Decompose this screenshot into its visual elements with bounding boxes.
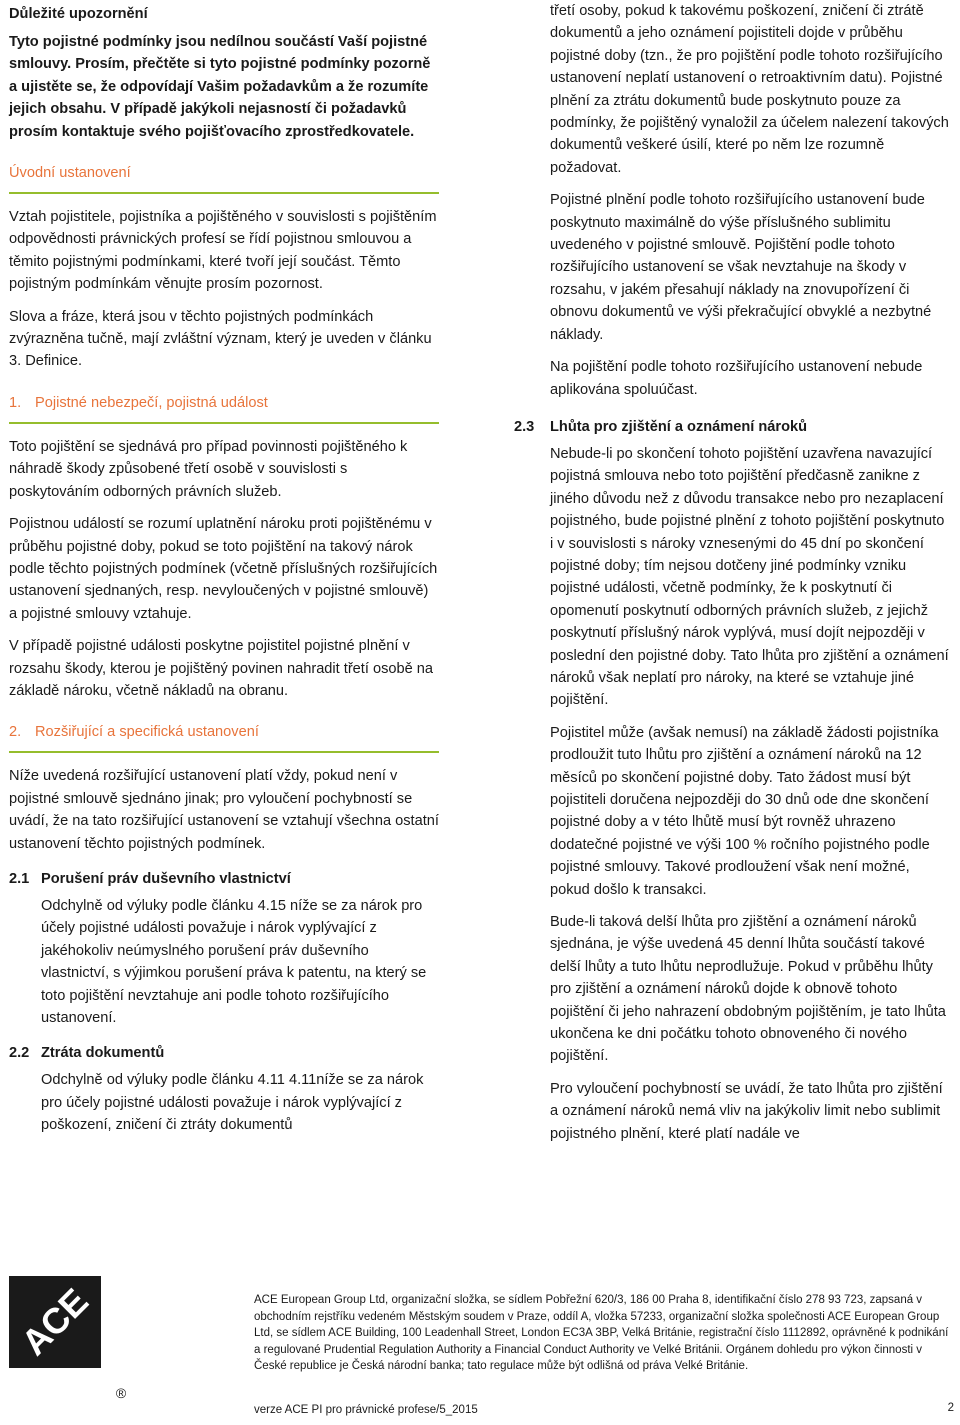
s22-paragraph-2: třetí osoby, pokud k takovému poškození, zničení či ztrátě dokumentů a jeho oznámení pojistiteli dojde v průběhu pojistné doby (tzn., že pro pojištění podle tohoto rozšiřujícího ustanovení neplatí ustanovení o retroaktivním datu). Pojistné plnění za ztrátu dokumentů bude poskytnuto pouze za podmínky, že pojištěný vynaložil za účelem nalezení takových dokumentů veškeré úsilí, které po něm lze rozumně požadovat. [550,3,949,176]
section-heading-intro [9,163,439,194]
section-heading-2 [9,722,439,753]
s1-paragraph-2: Pojistnou událostí se rozumí uplatnění nároku proti pojištěnému v průběhu pojistné doby, pokud se toto pojištění na takový nárok podle těchto pojistných podmínek (včetně příslušných rozšiřujících ustanovení sjednaných, resp. nevyloučených v pojistné smlouvě) a pojistné smlouvy vztahuje. [9,516,438,622]
s22-paragraph-3: Pojistné plnění podle tohoto rozšiřujícího ustanovení bude poskytnuto maximálně do výše příslušného sublimitu uvedeného v pojistné smlouvě. Pojištění podle tohoto rozšiřujícího ustanovení se však nevztahuje na škody v rozsahu, v jakém přesahují náklady na znovupořízení či obnovu dokumentů ve výši překračující obvyklé a nezbytné náklady. [550,192,932,343]
s1-paragraph-1: Toto pojištění se sjednává pro případ povinnosti pojištěného k náhradě škody způsobené třetí osobě v souvislosti s poskytováním odborných právních služeb. [9,438,408,500]
notice-title: Důležité upozornění [9,6,148,22]
subsection-title: Ztráta dokumentů [41,1045,165,1062]
s22-paragraph-4: Na pojištění podle tohoto rozšiřujícího ustanovení nebude aplikována spoluúčast. [550,359,923,398]
page-number: 2 [947,1402,954,1414]
subsection-number: 2.3 [514,418,535,435]
registered-mark: ® [115,1385,127,1401]
s22-paragraph-1: Odchylně od výluky podle článku 4.11 4.11níže se za nárok pro účely pojistné události považuje i nárok vyplývající z poškození, zničení či ztráty dokumentů [41,1072,424,1134]
s21-paragraph-1: Odchylně od výluky podle článku 4.15 níže se za nárok pro účely pojistné události považuje i nárok vyplývající z jakéhokoliv neúmyslného porušení práv duševního vlastnictví, s výjimkou porušení práva k patentu, na který se toto pojištění nevztahuje ani podle tohoto rozšiřujícího ustanovení. [41,897,427,1026]
logo-text: ACE [13,1280,97,1364]
left-column [9,0,439,1137]
intro-paragraph-1: Vztah pojistitele, pojistníka a pojištěného v souvislosti s pojištěním odpovědnosti právnických profesí se řídí pojistnou smlouvou a těmito pojistnými podmínkami, které tvoří její součást. Těmto pojistným podmínkám věnujte prosím pozornost. [9,209,437,293]
footer-company-info: ACE European Group Ltd, organizační složka, se sídlem Pobřežní 620/3, 186 00 Praha 8, identifikační číslo 278 93 723, zapsaná v obchodním rejstříku vedeném Městským soudem v Praze, oddíl A, vložka 57233, organizační složka společnosti ACE European Group Ltd, se sídlem ACE Building, 100 Leadenhall Street, London EC3A 3BP, Velká Británie, registrační číslo 1112892, oprávněné k podnikání a regulované Prudential Regulation Authority a Financial Conduct Authority ve Velké Británii. Orgánem dohledu pro výkon činnosti v České republice je Česká národní banka; tato regulace může být odlišná od práva Velké Británie. [254,1294,949,1372]
intro-paragraph-2: Slova a fráze, která jsou v těchto pojistných podmínkách zvýrazněna tučně, mají zvláštní význam, který je uveden v článku 3. Definice. [9,308,432,370]
footer-version: verze ACE PI pro právnické profese/5_2015 [254,1404,478,1416]
s23-paragraph-2: Pojistitel může (avšak nemusí) na základě žádosti pojistníka prodloužit tuto lhůtu pro zjištění a oznámení nároků na 12 měsíců po skončení pojistné doby. Tato žádost musí být pojistiteli doručena nejpozději do 30 dnů ode dne skončení pojistné doby a v této lhůtě musí být rovněž uhrazeno dodatečné pojistné ve výši 100 % ročního pojistného podle pojistné smlouvy. Takové prodloužení však není možné, pokud došlo k transakci. [550,724,939,898]
section-heading-1 [9,393,439,424]
s23-paragraph-4: Pro vyloučení pochybností se uvádí, že tato lhůta pro zjištění a oznámení nároků nemá vliv na jakýkoliv limit nebo sublimit pojistného plnění, které platí nadále ve [550,1080,943,1142]
s23-paragraph-1: Nebude-li po skončení tohoto pojištění uzavřena navazující pojistná smlouva nebo toto pojištění předčasně zanikne z jiného důvodu než z důvodu transakce nebo pro nezaplacení pojistného, bude pojistné plnění z tohoto pojištění poskytnuto i v souvislosti s nároky vznesenými do 45 dní po skončení pojistné doby; tím nejsou dotčeny jiné podmínky vzniku pojistné události, včetně podmínky, že k poskytnutí či opomenutí poskytnutí odborných právních služeb, z jejichž poskytnutí příslušný nárok vyplývá, musí dojít nejpozději v poslední den pojistné doby. Tato lhůta pro zjištění a oznámení nároků však neplatí pro nároky, na které se vztahuje jiné pojištění. [550,445,949,709]
s2-paragraph-1: Níže uvedená rozšiřující ustanovení platí vždy, pokud není v pojistné smlouvě sjednáno jinak; pro vyloučení pochybností se uvádí, že na tato rozšiřující ustanovení se vztahují všechna ostatní ustanovení těchto pojistných podmínek. [9,768,439,852]
subsection-title: Porušení práv duševního vlastnictví [41,870,291,887]
ace-logo [9,1276,129,1401]
s23-paragraph-3: Bude-li taková delší lhůta pro zjištění a oznámení nároků sjednána, je výše uvedená 45 denní lhůta součástí takové delší lhůty a tuto lhůtu neprodlužuje. Pokud v průběhu lhůty pro zjištění a oznámení nároků dojde k obnově tohoto pojištění či jeho nahrazení obdobným pojištěním, je tato lhůta ukončena ke dni počátku tohoto obnoveného či nového pojištění. [550,914,946,1065]
subsection-heading-2-1 [9,869,439,889]
section-number: 2. [9,724,22,741]
subsection-heading-2-2 [9,1043,439,1063]
intro-heading: Úvodní ustanovení [9,165,131,182]
subsection-heading-2-3 [514,417,950,437]
s1-paragraph-3: V případě pojistné události poskytne pojistitel pojistné plnění v rozsahu škody, kterou je pojištěný povinen nahradit třetí osobě na základě nároku, včetně nákladů na obranu. [9,638,434,699]
section-number: 1. [9,394,22,411]
notice-body: Tyto pojistné podmínky jsou nedílnou součástí Vaší pojistné smlouvy. Prosím, přečtěte si tyto pojistné podmínky pozorně a ujistěte se, že odpovídají Vašim požadavkům a že rozumíte jejich obsahu. V případě jakýkoli nejasností či požadavků prosím kontaktuje svého pojišťovacího zprostředkovatele. [9,34,431,140]
section-title: Rozšiřující a specifická ustanovení [35,724,259,741]
subsection-title: Lhůta pro zjištění a oznámení nároků [550,418,808,435]
ace-logo-icon [9,1276,129,1401]
section-title: Pojistné nebezpečí, pojistná událost [35,394,268,411]
subsection-number: 2.1 [9,870,30,887]
subsection-number: 2.2 [9,1045,30,1062]
right-column [514,0,950,1145]
